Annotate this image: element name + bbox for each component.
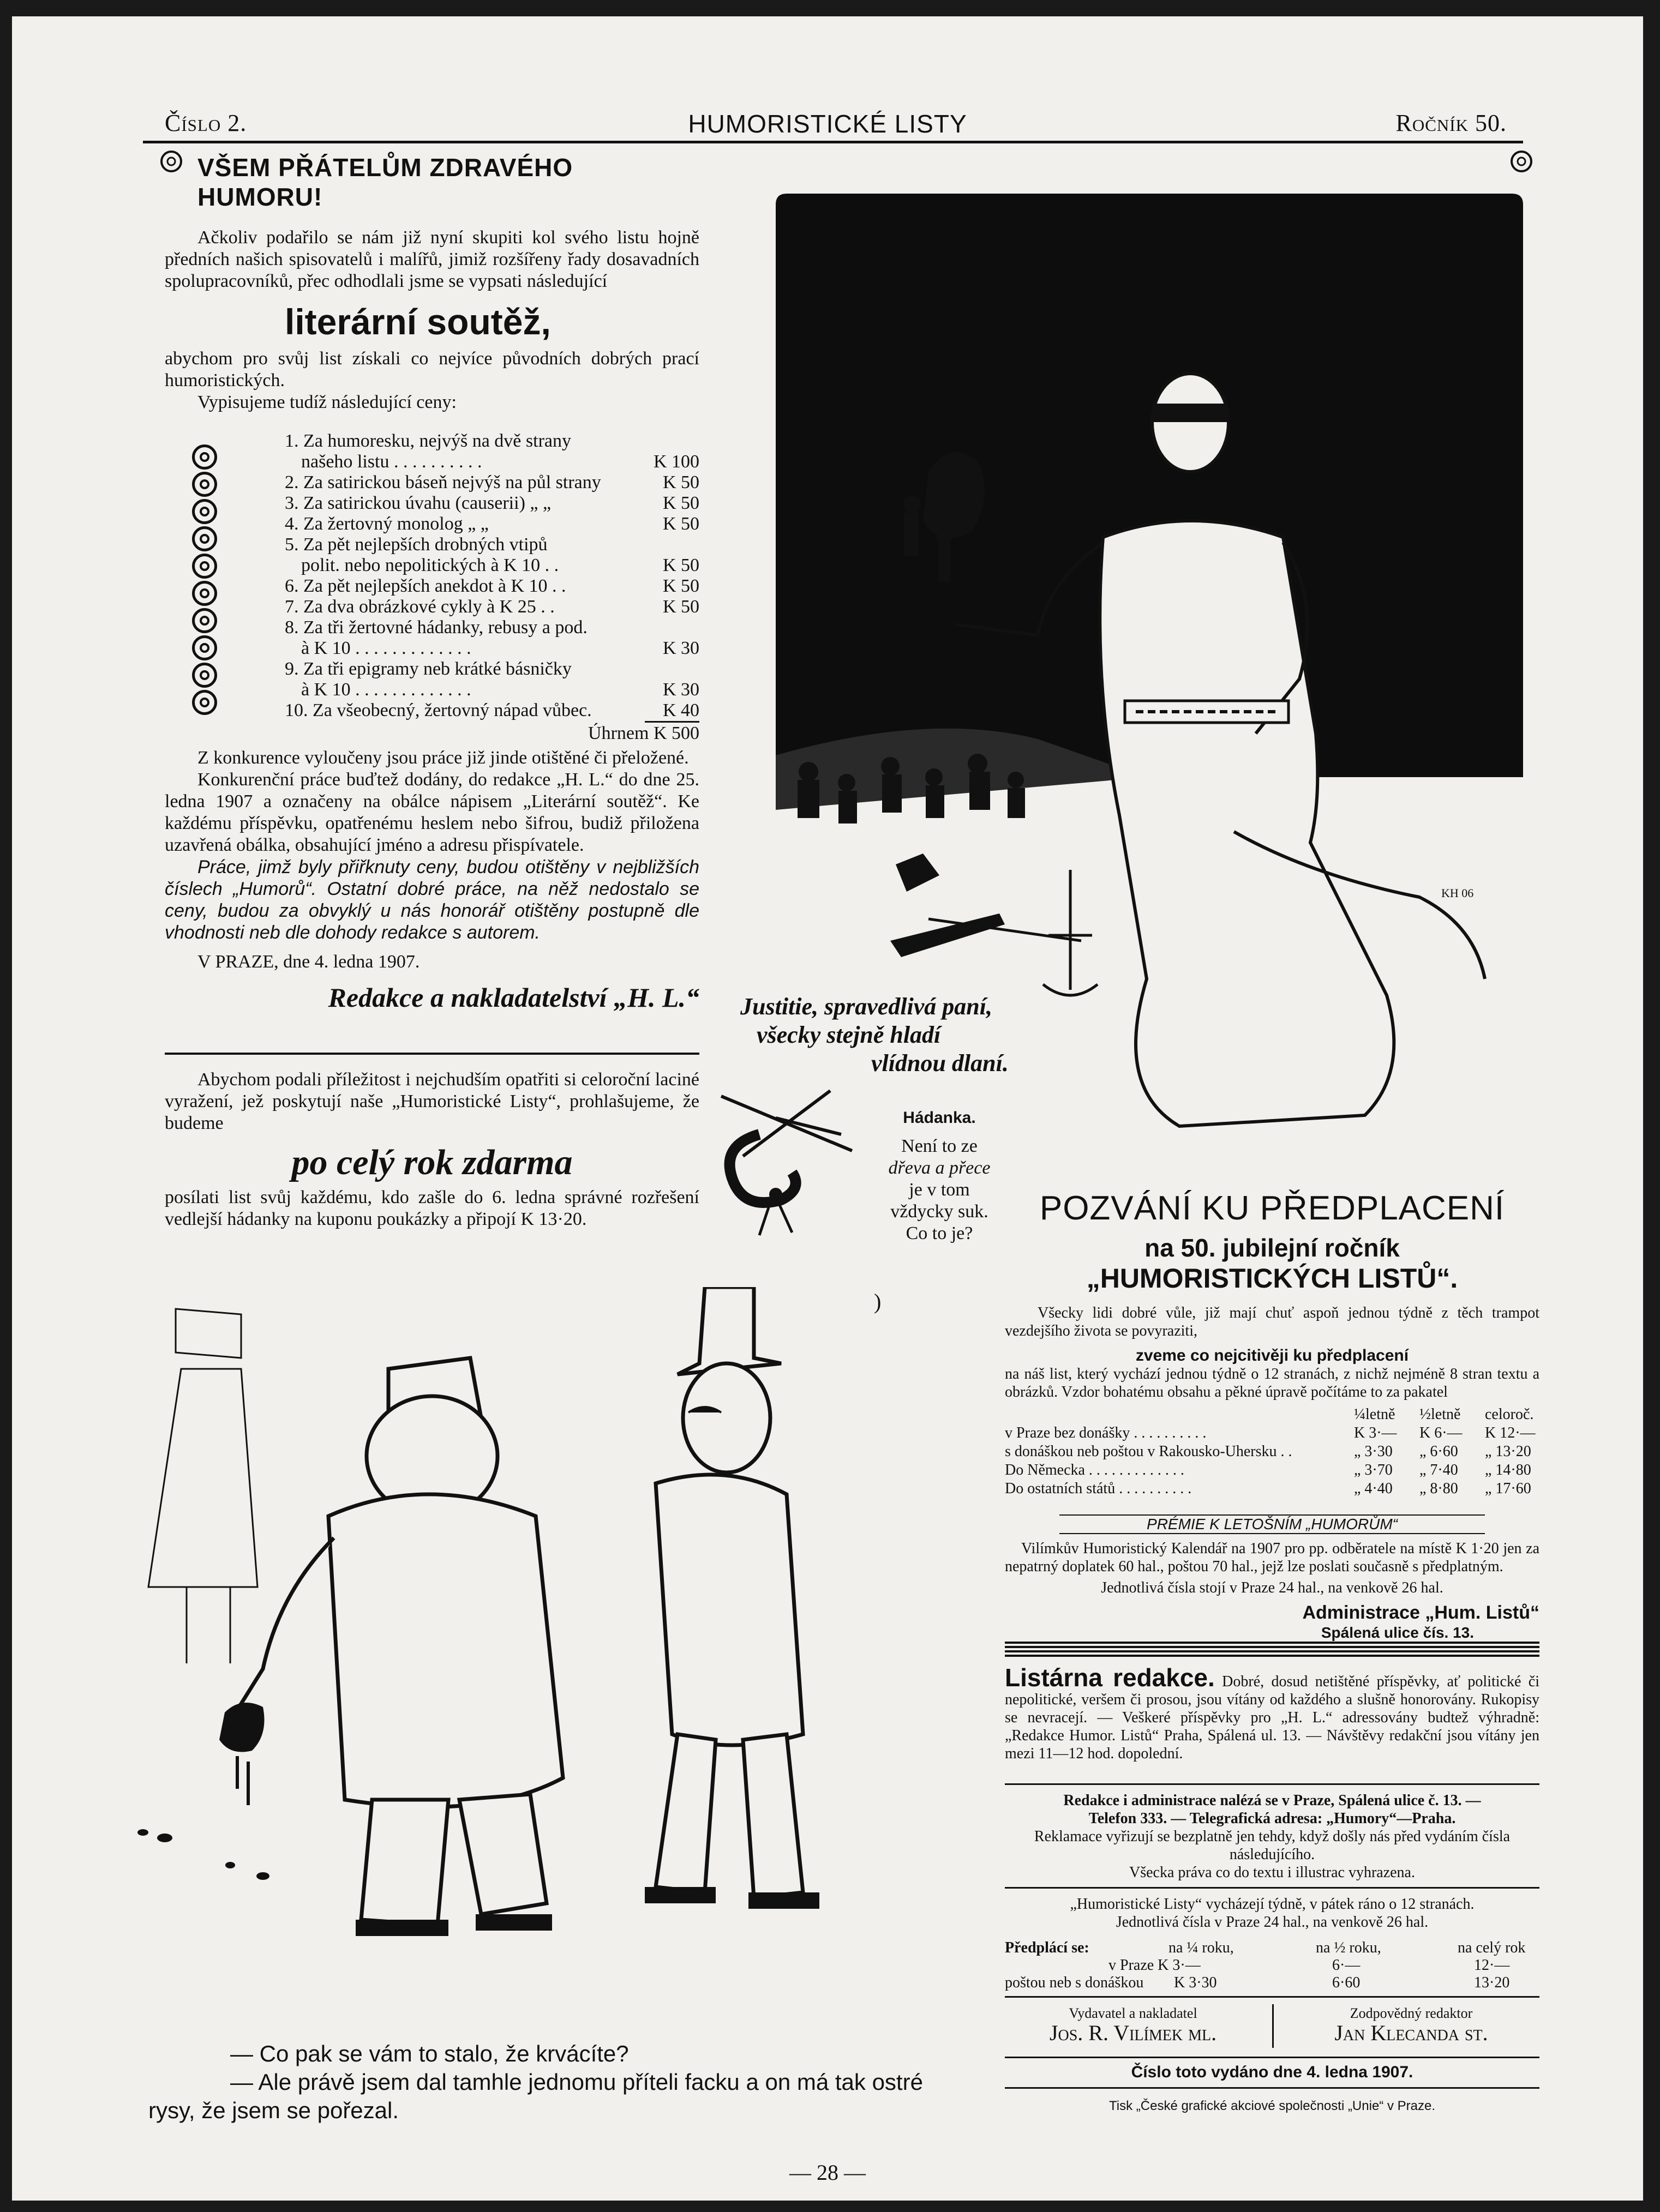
single-issue-price: Jednotlivá čísla stojí v Praze 24 hal., na venkově 26 hal. [1101,1579,1443,1596]
header-rule [143,141,1523,143]
printer-line: Tisk „České grafické akciové společnosti „Unie“ v Praze. [1109,2099,1435,2113]
svg-text:): ) [874,1289,882,1314]
prize-row: 6. Za pět nejlepších anekdot à K 10 . . K 50 [285,576,699,596]
free-year-offer: posílati list svůj každému, kdo zašle do 6. ledna správné rozřešení vedlejší hádanky na kuponu poukázky a připojí K 13·20. [165,1187,699,1229]
contest-exclusion: Z konkurence vyloučeny jsou práce již jinde otištěné či přeložené. [197,748,689,768]
office-line: Reklamace vyřizují se bezplatně jen tehdy, když došly nás před vydáním čísla následujícího. [1034,1828,1511,1863]
editor-name: Jan Klecanda st. [1334,2021,1488,2045]
prize-row: 4. Za žertovný monolog „ „ K 50 [285,514,699,534]
colophon-value: 6·— [1332,1957,1361,1974]
free-year-text: Abychom podali příležitost i nejchudším opatřiti si celoroční laciné vyražení, jež poskytují naše „Humoristické Listy“, prohlašujeme, že budeme [165,1069,699,1133]
ornament-icon [192,690,217,715]
prize-row: à K 10 . . . . . . . . . . . . . K 30 [301,680,699,700]
price-value: „ 6·60 [1419,1443,1458,1460]
office-line: Redakce i administrace nalézá se v Praze, Spálená ulice č. 13. — [1063,1792,1481,1809]
column-divider [1272,2004,1274,2048]
colophon-line: Jednotlivá čísla v Praze 24 hal., na venkově 26 hal. [1116,1914,1429,1931]
price-value: K 3·— [1354,1424,1397,1441]
section-divider [1005,2057,1539,2058]
prize-row: 2. Za satirickou báseň nejvýš na půl strany K 50 [285,472,699,492]
colophon [1005,1895,1539,2102]
ornament-icon [192,444,217,470]
section-divider [1005,1887,1539,1889]
price-value: „ 13·20 [1485,1443,1531,1460]
contest-lead: Vypisujeme tudíž následující ceny: [197,392,457,412]
volume-number: Ročník 50. [1395,110,1507,136]
office-section [1005,1792,1539,1882]
contest-headline: literární soutěž, [285,302,551,342]
publisher-role: Vydavatel a nakladatel [1069,2005,1197,2021]
prize-row: 7. Za dva obrázkové cykly à K 25 . . K 50 [285,597,699,617]
ornament-icon [192,663,217,688]
free-year-headline: po celý rok zdarma [291,1143,573,1182]
colophon-col: na ½ roku, [1316,1939,1381,1956]
cartoon-illustration [99,1287,983,2018]
colophon-value: 13·20 [1474,1974,1510,1991]
artist-mark: KH 06 [1441,886,1474,900]
riddle-title: Hádanka. [903,1109,976,1127]
price-label: Do Německa . . . . . . . . . . . . . [1005,1462,1184,1478]
prize-row: 1. Za humoresku, nejvýš na dvě strany [285,431,571,451]
editorial-title: Listárna redakce. [1005,1663,1215,1692]
editor-role: Zodpovědný redaktor [1350,2005,1473,2021]
subscription-invite: zveme co nejcitivěji ku předplacení [1135,1347,1409,1365]
riddle-illustration [710,1085,874,1249]
price-value: „ 17·60 [1485,1480,1531,1497]
prize-table [285,431,699,736]
price-value: K 6·— [1419,1424,1463,1441]
price-table [1005,1405,1539,1514]
prize-row: 9. Za tři epigramy neb krátké básničky [285,659,572,679]
issue-number: Číslo 2. [165,110,247,136]
admin-name: Administrace „Hum. Listů“ [1302,1602,1539,1623]
premium-banner: PRÉMIE K LETOŠNÍM „HUMORŮM“ [1059,1514,1485,1534]
riddle-line: Co to je? [906,1223,973,1243]
office-line: Telefon 333. — Telegrafická adresa: „Humory“—Praha. [1088,1810,1456,1827]
justice-caption: Justitie, spravedlivá paní, všecky stejně hladí vlídnou dlaní. [740,993,1009,1077]
prize-row: 3. Za satirickou úvahu (causerii) „ „ K 50 [285,493,699,513]
editorial-text: Dobré, dosud netištěné příspěvky, ať politické či nepolitické, veršem či prosou, jsou vítány od každého a slušně honorovány. Rukopisy se nevracejí. — Veškeré příspěvky pro „H. L.“ adressovány budtež výhradně: „Redakce Humor. Listů“ Praha, Spálená ul. 13. — Návštěvy redakční jsou vítány jen mezi 11—12 hod. dopolední. [1005,1673,1539,1762]
contest-awarded: Práce, jimž byly přiřknuty ceny, budou otištěny v nejbližších číslech „Humorů“. Ostatní dobré práce, na něž nedostalo se ceny, budou za obvyklý u nás honorář otištěny postupně dle vhodnosti neb dle dohody redakce s autorem. [165,857,699,943]
ornament-icon [192,554,217,579]
prize-row: 5. Za pět nejlepších drobných vtipů [285,534,548,555]
newspaper-page [12,16,1643,2201]
riddle-line: je v tom [909,1180,970,1200]
colophon-col: na ¼ roku, [1168,1939,1234,1956]
ornament-icon [192,526,217,551]
price-header: ½letně [1419,1406,1461,1423]
contest-title: VŠEM PŘÁTELŮM ZDRAVÉHO HUMORU! [197,153,573,211]
contest-purpose: abychom pro svůj list získali co nejvíce původních dobrých prací humoristických. [165,348,699,390]
masthead-title: HUMORISTICKÉ LISTY [688,110,967,138]
prize-row: 8. Za tři žertovné hádanky, rebusy a pod. [285,617,588,638]
ornament-icon [192,608,217,633]
colophon-value: 6·60 [1332,1974,1361,1991]
cartoon-caption [148,2040,923,2125]
subscription-desc: na náš list, který vychází jednou týdně o 12 stranách, z nichž nejméně 8 stran textu a obrázků. Vzdor bohatému obsahu a pěkné úpravě počítáme to za pakatel [1005,1366,1539,1400]
prize-row: à K 10 . . . . . . . . . . . . . K 30 [301,638,699,658]
page-number: — 28 — [789,2160,866,2185]
riddle-line: vždycky suk. [890,1201,988,1222]
ornament-icon-right [1509,147,1533,175]
issue-date: Číslo toto vydáno dne 4. ledna 1907. [1131,2063,1413,2081]
section-divider [1005,1783,1539,1785]
colophon-label: poštou neb s donáškou [1005,1974,1144,1991]
contest-intro: Ačkoliv podařilo se nám již nyní skupiti kol svého listu hojně předních našich spisovatelů i malířů, jimiž rozšířeny řady dosavadních spolupracovníků, přec odhodlali jsme se vypsati následující [165,227,699,291]
colophon-line: „Humoristické Listy“ vycházejí týdně, v pátek ráno o 12 stranách. [1070,1896,1475,1913]
contest-signature: Redakce a nakladatelství „H. L.“ [328,982,699,1013]
sum-rule [645,721,699,723]
colophon-value: v Praze K 3·— [1108,1957,1201,1974]
admin-address: Spálená ulice čís. 13. [1321,1624,1474,1641]
prize-row: 10. Za všeobecný, žertovný nápad vůbec. K 40 [285,700,699,720]
prize-row: polit. nebo nepolitických à K 10 . . K 50 [301,555,699,575]
editorial-section [1005,1663,1539,1763]
colophon-label: Předplácí se: [1005,1939,1089,1956]
cartoon-caption-line: — Co pak se vám to stalo, že krvácíte? [230,2041,629,2066]
riddle-line: dřeva a přece [888,1158,991,1178]
colophon-col: na celý rok [1458,1939,1526,1956]
decorative-rule [1005,1642,1539,1658]
free-year-section [165,1069,699,1230]
riddle-line: Není to ze [901,1136,978,1156]
section-divider [1005,2087,1539,2089]
office-line: Všecka práva co do textu i illustrac vyhrazena. [1129,1864,1415,1881]
price-header: ¼letně [1354,1406,1395,1423]
price-value: „ 14·80 [1485,1462,1531,1478]
subscription-section [1005,1189,1539,1642]
section-divider [1005,1996,1539,1998]
ornament-icon [192,472,217,497]
subscription-title: POZVÁNÍ KU PŘEDPLACENÍ [1039,1189,1505,1227]
ornament-icon [192,635,217,660]
price-value: „ 4·40 [1354,1480,1393,1497]
subscription-intro: Všecky lidi dobré vůle, již mají chuť aspoň jednou týdně z těch trampot vezdejšího života se povyraziti, [1005,1305,1539,1339]
contest-section [165,153,699,413]
ornament-icon [192,581,217,606]
colophon-value: K 3·30 [1174,1974,1217,1991]
price-value: „ 8·80 [1419,1480,1458,1497]
colophon-value: 12·— [1474,1957,1510,1974]
price-header: celoroč. [1485,1406,1534,1423]
contest-terms [165,747,699,1013]
subscription-subtitle-2: „HUMORISTICKÝCH LISTŮ“. [1086,1263,1458,1294]
price-value: K 12·— [1485,1424,1536,1441]
price-value: „ 3·30 [1354,1443,1393,1460]
price-value: „ 7·40 [1419,1462,1458,1478]
ornament-icon [192,499,217,524]
prize-row: našeho listu . . . . . . . . . . K 100 [301,452,699,472]
price-label: Do ostatních států . . . . . . . . . . [1005,1480,1192,1497]
contest-submission: Konkurenční práce buďtež dodány, do redakce „H. L.“ do dne 25. ledna 1907 a označeny na obálce nápisem „Literární soutěž“. Ke každému příspěvku, opatřenému heslem nebo šifrou, budiž přiložena uzavřená obálka, obsahující jméno a adresu přispívatele. [165,770,699,855]
price-value: „ 3·70 [1354,1462,1393,1478]
premium-text: Vilímkův Humoristický Kalendář na 1907 pro pp. odběratele na místě K 1·20 jen za nepatrný doplatek 60 hal., poštou 70 hal., jejž lze poslati současně s předplatným. [1005,1540,1539,1575]
riddle [879,1107,999,1245]
section-divider [165,1053,699,1055]
subscription-subtitle: na 50. jubilejní ročník [1144,1234,1400,1262]
editorial-box [1005,1663,1539,1763]
price-label: v Praze bez donášky . . . . . . . . . . [1005,1424,1207,1441]
publisher-name: Jos. R. Vilímek ml. [1049,2021,1217,2045]
prize-total: Úhrnem K 500 [588,723,699,743]
cartoon-caption-line: — Ale právě jsem dal tamhle jednomu příteli facku a on má tak ostré rysy, že jsem se pořezal. [148,2069,923,2123]
contest-dateline: V PRAZE, dne 4. ledna 1907. [197,952,420,972]
price-label: s donáškou neb poštou v Rakousko-Uhersku . . [1005,1443,1292,1460]
